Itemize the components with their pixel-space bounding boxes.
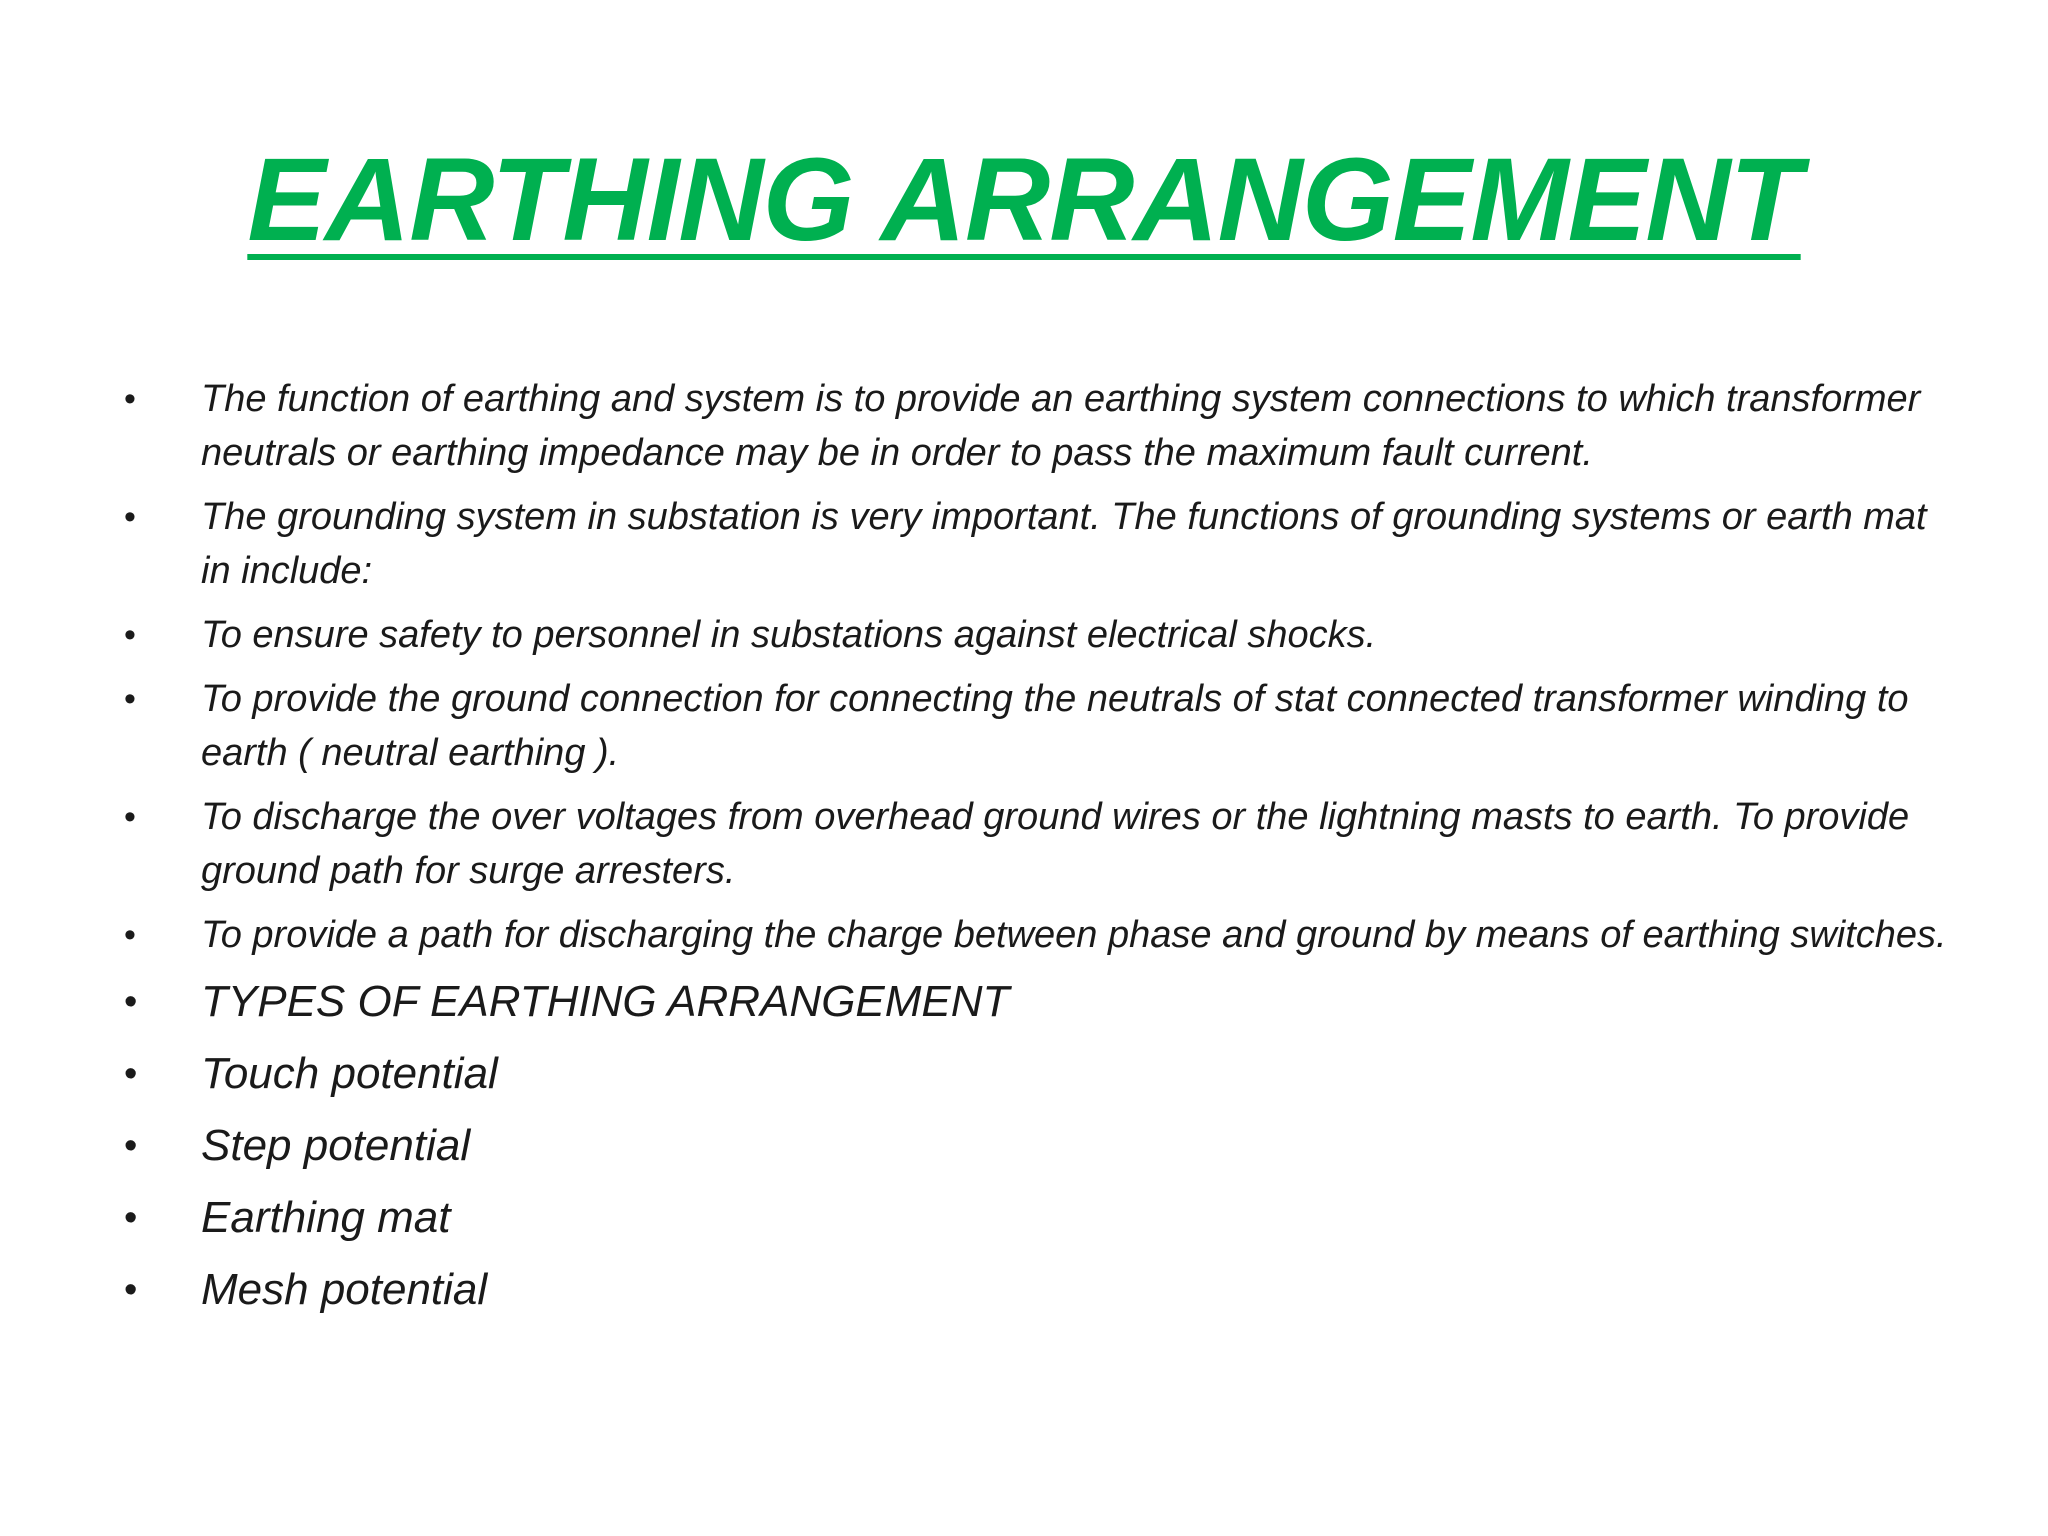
bullet-text: Step potential — [201, 1121, 471, 1170]
bullet-item — [120, 908, 1950, 962]
bullet-text: Mesh potential — [201, 1265, 488, 1314]
bullet-dot: • — [124, 798, 136, 836]
bullet-dot: • — [124, 916, 136, 954]
bullet-dot: • — [124, 1269, 138, 1311]
bullet-text: Touch potential — [201, 1049, 498, 1098]
bullet-text: To provide a path for discharging the charge between phase and ground by means of earthing switches. — [201, 914, 1947, 956]
bullet-text: The function of earthing and system is to provide an earthing system connections to which transformer neutrals or earthing impedance may be in order to pass the maximum fault current. — [201, 378, 1921, 474]
bullet-item — [120, 490, 1950, 598]
bullet-item — [120, 1188, 1950, 1248]
bullet-dot: • — [124, 1125, 138, 1167]
bullet-text: To discharge the over voltages from overhead ground wires or the lightning masts to earth. To provide ground path for surge arresters. — [201, 796, 1910, 892]
bullet-dot: • — [124, 1197, 138, 1239]
bullet-text: To ensure safety to personnel in substations against electrical shocks. — [201, 614, 1377, 656]
bullet-item — [120, 608, 1950, 662]
bullet-text: To provide the ground connection for connecting the neutrals of stat connected transformer winding to earth ( neutral earthing ). — [201, 678, 1909, 774]
bullet-text: TYPES OF EARTHING ARRANGEMENT — [201, 977, 1010, 1026]
bullet-dot: • — [124, 680, 136, 718]
bullet-item — [120, 1116, 1950, 1176]
bullet-item — [120, 790, 1950, 898]
bullet-text: Earthing mat — [201, 1193, 451, 1242]
bullet-item — [120, 1044, 1950, 1104]
slide-title: EARTHING ARRANGEMENT — [247, 134, 1801, 266]
bullet-dot: • — [124, 1053, 138, 1095]
bullet-dot: • — [124, 498, 136, 536]
bullet-item — [120, 372, 1950, 480]
bullet-text: The grounding system in substation is very important. The functions of grounding systems or earth mat in include: — [201, 496, 1927, 592]
bullet-dot: • — [124, 380, 136, 418]
bullet-list — [120, 372, 1950, 1332]
bullet-dot: • — [124, 981, 138, 1023]
bullet-item — [120, 672, 1950, 780]
bullet-item — [120, 972, 1950, 1032]
bullet-item — [120, 1260, 1950, 1320]
bullet-dot: • — [124, 616, 136, 654]
